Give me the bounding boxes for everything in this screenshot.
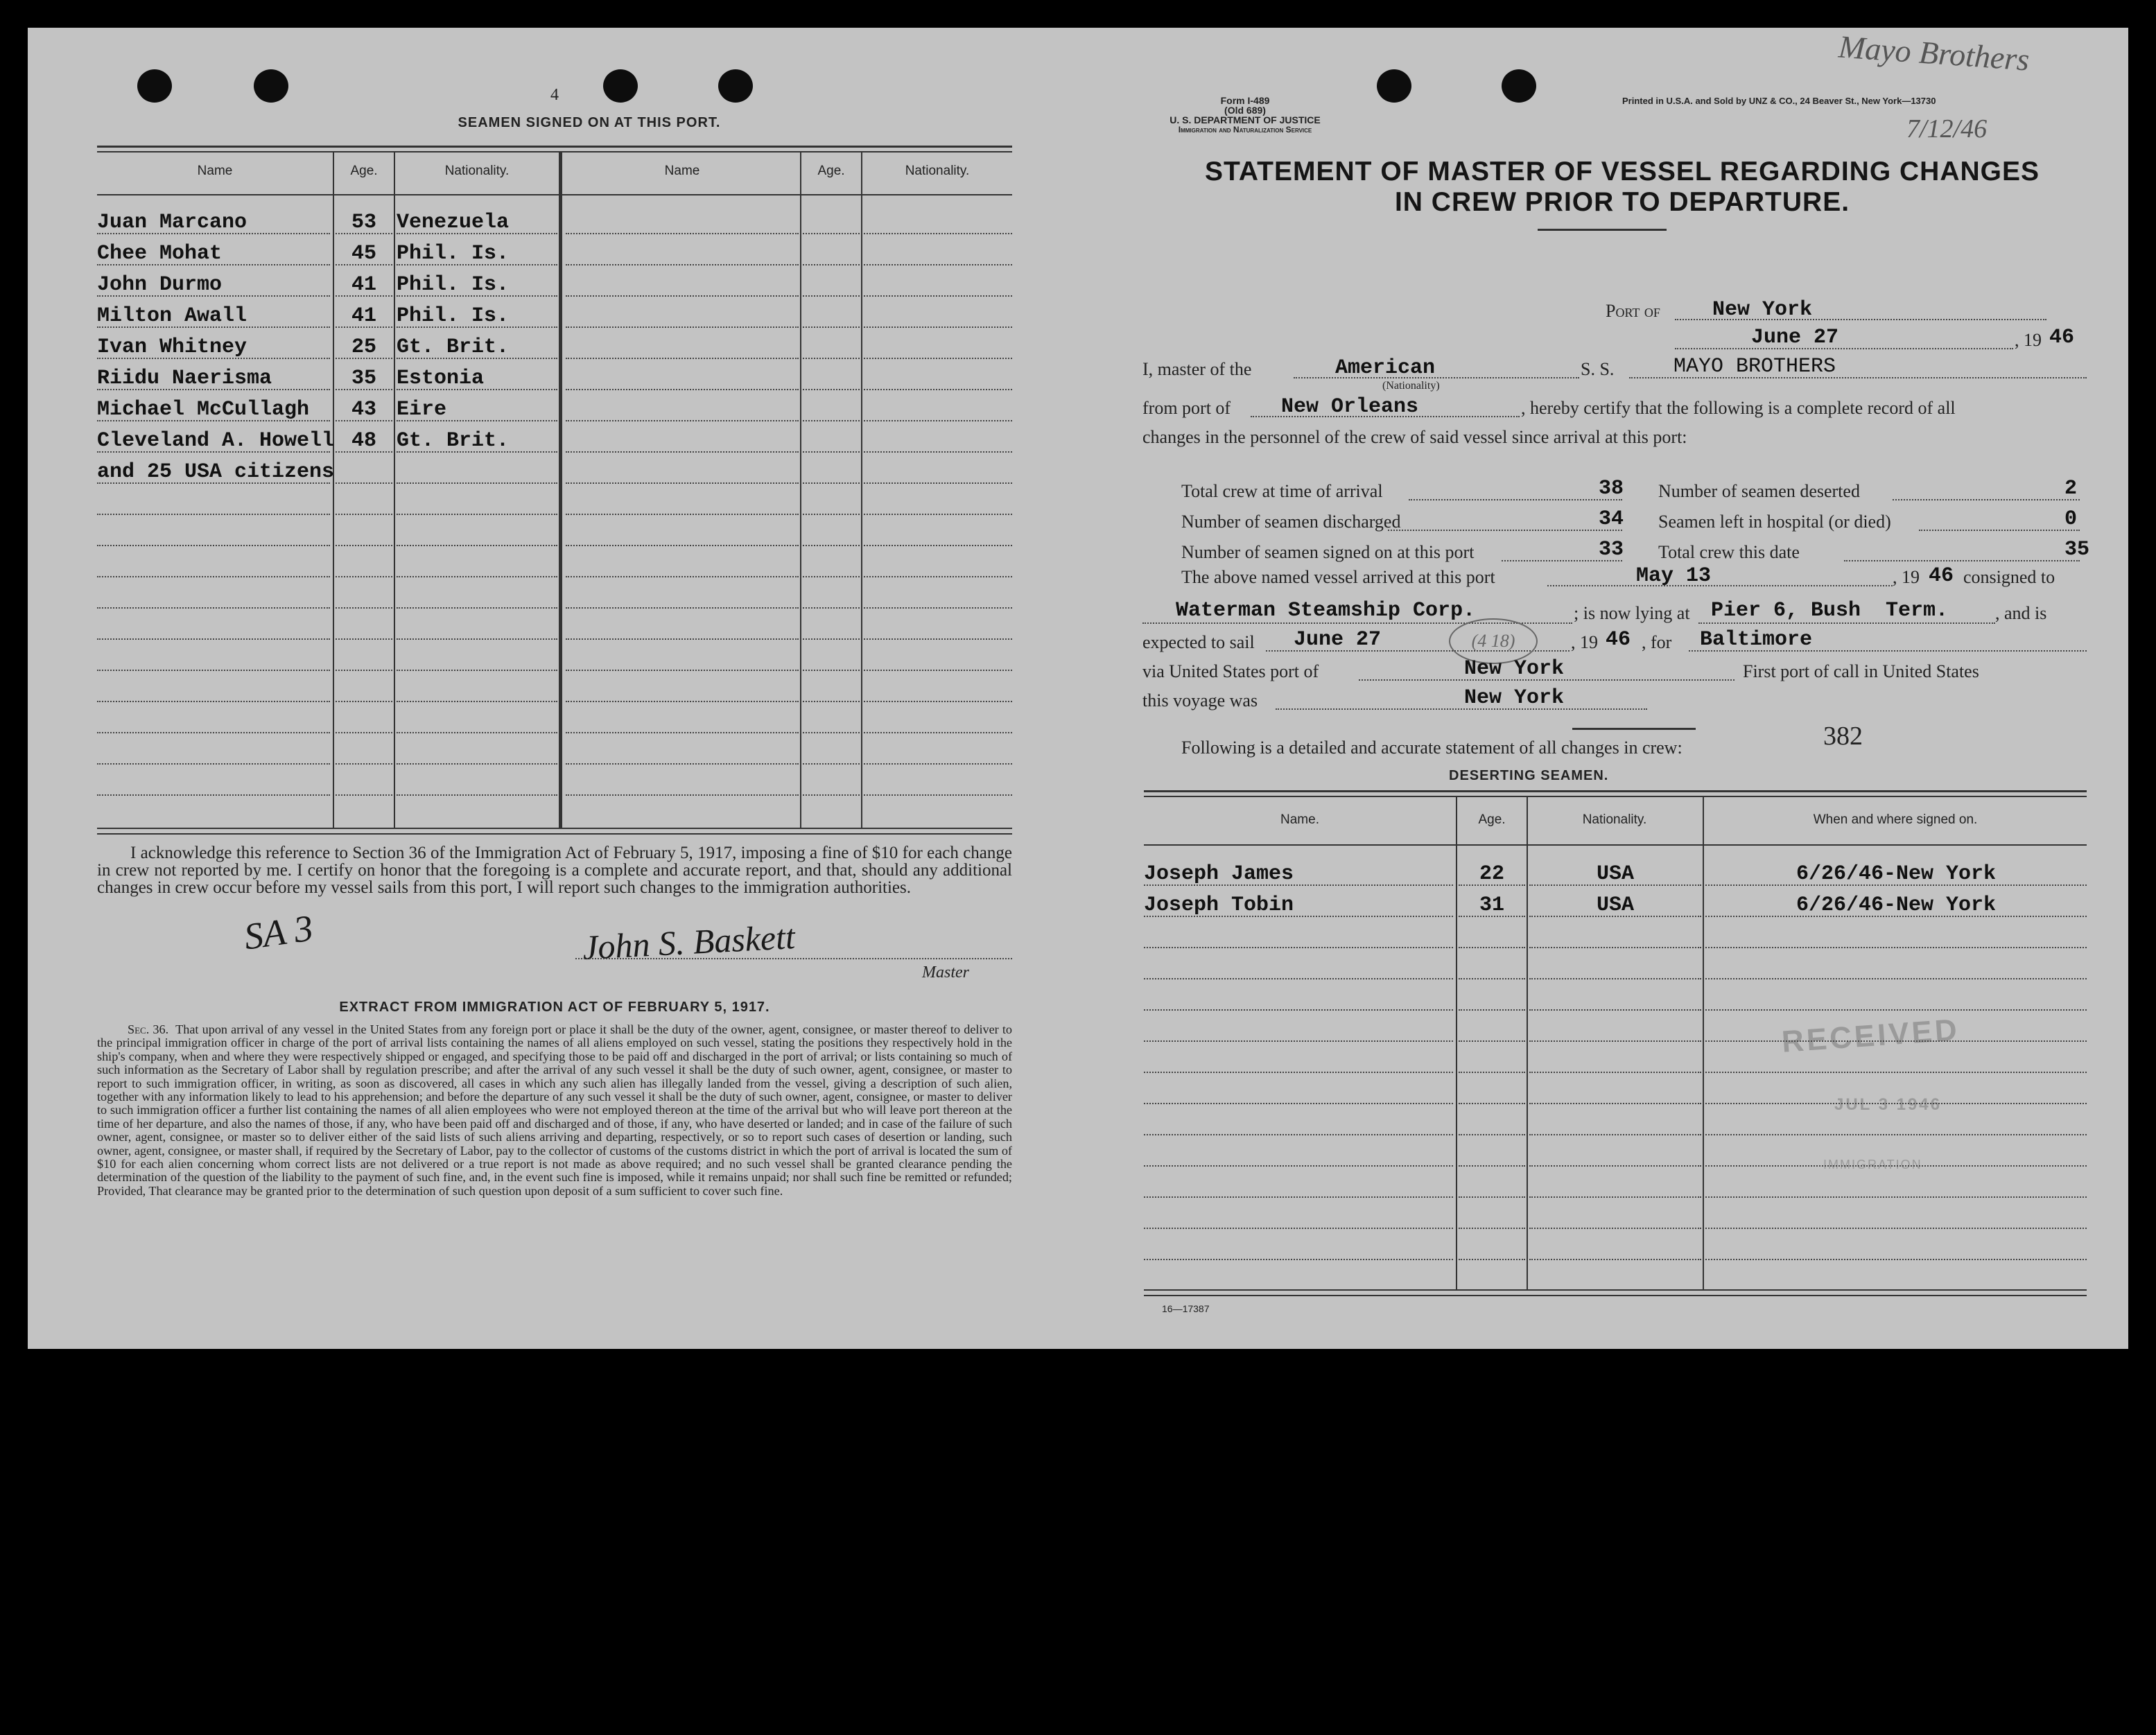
col-header-name-2: Name [664, 164, 700, 178]
row-fill-line [336, 670, 392, 671]
row-fill-line [566, 482, 799, 484]
row-fill-line [1459, 978, 1525, 979]
row-fill-line [1459, 947, 1525, 948]
vessel-name: MAYO BROTHERS [1673, 355, 1836, 378]
row-fill-line [566, 358, 799, 359]
row-fill-line [1144, 947, 1453, 948]
stat-value: 38 [1599, 477, 1624, 500]
deserter-nationality: USA [1596, 862, 1634, 886]
row-fill-line [1529, 1259, 1701, 1260]
row-fill-line [566, 763, 799, 765]
row-fill-line [864, 389, 1012, 390]
row-fill-line [336, 545, 392, 546]
divider-rule [1572, 728, 1696, 730]
row-fill-line [397, 482, 557, 484]
serial-number: 382 [1823, 722, 1863, 751]
row-fill-line [566, 233, 799, 234]
deserter-signed-on: 6/26/46-New York [1796, 893, 1997, 917]
signature-label: Master [922, 964, 969, 982]
stat-value: 0 [2064, 507, 2078, 531]
seaman-age: 53 [351, 211, 376, 234]
punch-hole [1377, 69, 1411, 103]
row-fill-line [566, 607, 799, 609]
row-fill-line [864, 763, 1012, 765]
seaman-nationality: Venezuela [397, 211, 510, 234]
nationality-caption: (Nationality) [1382, 380, 1440, 392]
row-fill-line [1459, 1009, 1525, 1011]
from-port-label: from port of [1142, 398, 1231, 418]
arrived-year: 46 [1929, 564, 1954, 588]
row-fill-line [1705, 1165, 2087, 1167]
row-fill-line [1529, 1165, 1701, 1167]
seaman-nationality: Gt. Brit. [397, 429, 510, 453]
desert-table-bottom-rule [1144, 1289, 2087, 1291]
row-fill-line [97, 732, 330, 733]
row-fill-line [1529, 1228, 1701, 1229]
voyage-label: this voyage was [1142, 690, 1258, 710]
row-fill-line [566, 264, 799, 265]
row-fill-line [1529, 1040, 1701, 1042]
via-label: via United States port of [1142, 661, 1319, 681]
voyage-value: New York [1464, 686, 1565, 710]
title-line-1: STATEMENT OF MASTER OF VESSEL REGARDING CHANGES [1204, 157, 2040, 186]
row-fill-line [864, 514, 1012, 515]
row-fill-line [864, 638, 1012, 640]
row-fill-line [397, 545, 557, 546]
ss-label: S. S. [1581, 359, 1615, 379]
desert-table-bottom-rule [1144, 1295, 2087, 1296]
row-fill-line [336, 763, 392, 765]
row-fill-line [1529, 947, 1701, 948]
date-line [1675, 348, 2013, 349]
col-header-name: Name [197, 164, 233, 178]
stat-label: Number of seamen discharged [1181, 512, 1401, 532]
row-fill-line [1705, 1196, 2087, 1198]
row-fill-line [1705, 1103, 2087, 1104]
desert-col-nationality: Nationality. [1582, 812, 1647, 827]
row-fill-line [397, 732, 557, 733]
deserter-age: 22 [1479, 862, 1504, 886]
row-fill-line [1144, 1196, 1453, 1198]
sail-year-prefix: , 19 [1571, 632, 1598, 652]
row-fill-line [566, 670, 799, 671]
row-fill-line [1144, 1103, 1453, 1104]
row-fill-line [1144, 1134, 1453, 1135]
stat-label: Number of seamen signed on at this port [1181, 542, 1475, 562]
row-fill-line [1144, 1228, 1453, 1229]
initials: SA 3 [241, 907, 316, 958]
column-divider [1527, 796, 1528, 1289]
destination: Baltimore [1700, 628, 1813, 652]
seaman-name: John Durmo [97, 273, 223, 297]
stat-line [1388, 530, 1622, 531]
department: U. S. DEPARTMENT OF JUSTICE [1170, 114, 1321, 125]
table-top-rule [97, 151, 1012, 152]
desert-table-top-rule [1144, 790, 2087, 792]
seaman-age: 35 [351, 367, 376, 390]
punch-hole [254, 69, 288, 103]
row-fill-line [1529, 1009, 1701, 1011]
row-fill-line [803, 233, 860, 234]
arrived-label: The above named vessel arrived at this port [1181, 567, 1495, 587]
seaman-nationality: Phil. Is. [397, 304, 510, 328]
stat-label: Number of seamen deserted [1658, 481, 1860, 501]
row-fill-line [1705, 978, 2087, 979]
seaman-nationality: Phil. Is. [397, 242, 510, 265]
row-fill-line [803, 701, 860, 702]
deserter-name: Joseph James [1144, 862, 1294, 886]
seaman-age: 41 [351, 304, 376, 328]
seaman-nationality: Estonia [397, 367, 485, 390]
row-fill-line [803, 545, 860, 546]
table-bottom-rule [97, 828, 1012, 829]
seaman-nationality: Eire [397, 398, 447, 421]
row-fill-line [397, 701, 557, 702]
table-header-rule [97, 194, 1012, 195]
row-fill-line [1459, 1228, 1525, 1229]
row-fill-line [864, 701, 1012, 702]
row-fill-line [97, 638, 330, 640]
extract-title: EXTRACT FROM IMMIGRATION ACT OF FEBRUARY 5, 1917. [339, 1000, 770, 1015]
row-fill-line [566, 701, 799, 702]
row-fill-line [566, 295, 799, 297]
extract-body: That upon arrival of any vessel in the United States from any foreign port or place it shall be the duty of the owner, agent, consignee, or master thereof to deliver to the principal immigration officer in charge of the port of arrival lists containing the names of all aliens employed on such vessel, stating the positions they respectively hold in the ship's company, when and where they were respectively shipped or engaged, and specifying those to be paid off and discharged in the port of arrival; or lists containing so much of such information as the Secretary of Labor shall by regulation prescribe; and after the arrival of any such vessel it shall be the duty of such owner, agent, consignee, or master to report to such immigration officer, in writing, as soon as discovered, all cases in which any such alien has illegally landed from the vessel, giving a description of such alien, together with any information likely to lead to his apprehension; and before the departure of any such vessel it shall be the duty of such owner, agent, consignee, or master to deliver to such immigration officer a further list containing the names of all alien employees who were not employed thereon at the time of the arrival but who will leave port thereon at the time of her departure, and also the names of those, if any, who have been paid off and discharged and of those, if any, who have deserted or landed; and in case of the failure of such owner, agent, consignee, or master so to deliver either of the said lists of such aliens arriving and departing, respectively, or so to report such cases of desertion or landing, such owner, agent, consignee, or master shall, if required by the Secretary of Labor, pay to the collector of customs of the customs district in which the port of arrival is located the sum of $10 for each alien concerning whom correct lists are not delivered or a true report is not made as above required; and no such vessel shall be granted clearance pending the determination of the question of the liability to the payment of such fine, and, in the event such fine is imposed, while it remains unpaid; nor shall such fine be remitted or refunded; Provided, That clearance may be granted prior to the determination of such question upon deposit of a sum sufficient to cover such fine. [97, 1022, 1013, 1198]
row-fill-line [864, 607, 1012, 609]
seaman-name: Ivan Whitney [97, 335, 247, 359]
row-fill-line [566, 732, 799, 733]
row-fill-line [864, 482, 1012, 484]
row-fill-line [864, 420, 1012, 421]
row-fill-line [566, 545, 799, 546]
row-fill-line [803, 451, 860, 453]
seaman-age: 25 [351, 335, 376, 359]
lying-label: ; is now lying at [1574, 603, 1690, 623]
stamp-date: JUL 3 1946 [1834, 1095, 1942, 1114]
deserter-nationality: USA [1596, 893, 1634, 917]
desert-table-header-rule [1144, 844, 2087, 846]
master-prefix: I, master of the [1142, 359, 1252, 379]
handwritten-note: Mayo Brothers [1837, 28, 2031, 78]
seaman-age: 45 [351, 242, 376, 265]
row-fill-line [864, 794, 1012, 796]
extract-label: Sec. 36. [128, 1022, 169, 1036]
arrived-date: May 13 [1636, 564, 1712, 588]
row-fill-line [1459, 1134, 1525, 1135]
seaman-name: Milton Awall [97, 304, 247, 328]
year-value: 46 [2049, 326, 2075, 349]
row-fill-line [864, 264, 1012, 265]
deserting-title: DESERTING SEAMEN. [1449, 768, 1609, 783]
sail-year: 46 [1606, 628, 1631, 652]
stat-value: 33 [1599, 538, 1624, 561]
row-fill-line [1459, 1165, 1525, 1167]
row-fill-line [864, 451, 1012, 453]
row-fill-line [803, 638, 860, 640]
consigned-label: consigned to [1963, 567, 2055, 587]
stat-value: 2 [2064, 477, 2078, 500]
column-divider [800, 151, 801, 828]
circled-mark: (4 18) [1449, 618, 1538, 664]
consignee: Waterman Steamship Corp. [1176, 599, 1476, 622]
for-label: , for [1642, 632, 1672, 652]
voyage-line [1276, 708, 1647, 710]
deserter-age: 31 [1479, 893, 1504, 917]
row-fill-line [336, 638, 392, 640]
row-fill-line [803, 420, 860, 421]
row-fill-line [97, 670, 330, 671]
certify-text: , hereby certify that the following is a complete record of all [1521, 398, 1956, 418]
row-fill-line [336, 482, 392, 484]
row-fill-line [1705, 1009, 2087, 1011]
row-fill-line [97, 763, 330, 765]
row-fill-line [864, 233, 1012, 234]
row-fill-line [1529, 1103, 1701, 1104]
row-fill-line [803, 670, 860, 671]
form-header [1113, 96, 1377, 134]
signature-line [575, 958, 1012, 959]
col-header-age-2: Age. [817, 164, 845, 178]
stat-line [1893, 499, 2080, 500]
row-fill-line [803, 264, 860, 265]
row-fill-line [1529, 978, 1701, 979]
row-fill-line [566, 451, 799, 453]
stat-label: Total crew this date [1658, 542, 1800, 562]
master-signature: John S. Baskett [581, 917, 797, 967]
stat-label: Seamen left in hospital (or died) [1658, 512, 1891, 532]
row-fill-line [1144, 1165, 1453, 1167]
row-fill-line [566, 514, 799, 515]
row-fill-line [803, 732, 860, 733]
stat-value: 35 [2064, 538, 2090, 561]
row-fill-line [336, 576, 392, 577]
expected-label: expected to sail [1142, 632, 1255, 652]
title-underline [1538, 229, 1667, 231]
row-fill-line [97, 794, 330, 796]
seaman-name: Chee Mohat [97, 242, 223, 265]
row-fill-line [397, 514, 557, 515]
row-fill-line [1459, 1040, 1525, 1042]
seaman-age: 41 [351, 273, 376, 297]
row-fill-line [1705, 1072, 2087, 1073]
deserter-signed-on: 6/26/46-New York [1796, 862, 1997, 886]
row-fill-line [566, 638, 799, 640]
lying-line [1698, 622, 1995, 624]
stat-line [1919, 530, 2080, 531]
lying-value: Pier 6, Bush Term. [1711, 599, 1949, 622]
seaman-name: Riidu Naerisma [97, 367, 272, 390]
col-header-nationality: Nationality. [444, 164, 510, 178]
col-header-age: Age. [350, 164, 378, 178]
row-fill-line [97, 545, 330, 546]
title-line-2: IN CREW PRIOR TO DEPARTURE. [1394, 187, 1850, 217]
port-label: Port of [1606, 301, 1660, 321]
deserter-name: Joseph Tobin [1144, 893, 1294, 917]
row-fill-line [864, 358, 1012, 359]
stat-line [1409, 499, 1622, 500]
desert-col-signed: When and where signed on. [1813, 812, 1978, 827]
column-divider [1456, 796, 1457, 1289]
row-fill-line [1705, 1259, 2087, 1260]
punch-hole [718, 69, 753, 103]
stat-value: 34 [1599, 507, 1624, 531]
row-fill-line [397, 638, 557, 640]
row-fill-line [1144, 1259, 1453, 1260]
seaman-age: 43 [351, 398, 376, 421]
seaman-age: 48 [351, 429, 376, 453]
seaman-name: Michael McCullagh [97, 398, 310, 421]
seaman-name: Juan Marcano [97, 211, 247, 234]
printer-note: Printed in U.S.A. and Sold by UNZ & CO., 24 Beaver St., New York—13730 [1622, 96, 1936, 106]
row-fill-line [397, 576, 557, 577]
footer-code: 16—17387 [1162, 1303, 1210, 1314]
desert-table-top-rule [1144, 796, 2087, 797]
seaman-name: Cleveland A. Howell [97, 429, 335, 453]
service: Immigration and Naturalization Service [1178, 125, 1312, 134]
row-fill-line [803, 482, 860, 484]
row-fill-line [1144, 1072, 1453, 1073]
punch-hole [137, 69, 172, 103]
row-fill-line [864, 545, 1012, 546]
column-divider [861, 151, 862, 828]
row-fill-line [864, 576, 1012, 577]
row-fill-line [864, 732, 1012, 733]
row-fill-line [1705, 947, 2087, 948]
seaman-nationality: Gt. Brit. [397, 335, 510, 359]
row-fill-line [566, 794, 799, 796]
table-bottom-rule [97, 833, 1012, 835]
row-fill-line [1529, 1196, 1701, 1198]
row-fill-line [397, 763, 557, 765]
and-is-label: , and is [1995, 603, 2047, 623]
row-fill-line [1705, 1134, 2087, 1135]
table-top-rule [97, 146, 1012, 148]
row-fill-line [97, 514, 330, 515]
row-fill-line [336, 607, 392, 609]
first-port-label: First port of call in United States [1743, 661, 1979, 681]
row-fill-line [1144, 1040, 1453, 1042]
form-title [1137, 157, 2107, 218]
row-fill-line [1144, 1009, 1453, 1011]
row-fill-line [566, 420, 799, 421]
row-fill-line [803, 514, 860, 515]
acknowledgement-text: I acknowledge this reference to Section 36 of the Immigration Act of February 5, 1917, imposing a fine of $10 for each change in crew not reported by me. I certify on honor that the foregoing is a complete and accurate report, and that, should any additional changes in crew occur before my vessel sails from this port, I will report such changes to the immigration authorities. [97, 844, 1012, 897]
row-fill-line [803, 358, 860, 359]
punch-hole [603, 69, 638, 103]
year-prefix: , 19 [2015, 330, 2042, 350]
row-fill-line [1459, 1196, 1525, 1198]
form-old: (Old 689) [1224, 105, 1266, 116]
row-fill-line [336, 514, 392, 515]
row-fill-line [1144, 978, 1453, 979]
arrived-year-prefix: , 19 [1893, 567, 1920, 587]
via-value: New York [1464, 657, 1565, 681]
handwritten-date: 7/12/46 [1906, 114, 1988, 143]
arrived-line [1547, 585, 1893, 586]
row-fill-line [864, 670, 1012, 671]
received-stamp: RECEIVED [1780, 1013, 1961, 1059]
row-fill-line [803, 295, 860, 297]
seaman-name: and 25 USA citizens [97, 460, 335, 484]
following-text: Following is a detailed and accurate statement of all changes in crew: [1181, 738, 1683, 758]
row-fill-line [97, 607, 330, 609]
row-fill-line [803, 607, 860, 609]
row-fill-line [336, 732, 392, 733]
punch-hole [1502, 69, 1536, 103]
port-value: New York [1712, 298, 1813, 322]
stat-label: Total crew at time of arrival [1181, 481, 1383, 501]
from-port-value: New Orleans [1281, 395, 1419, 419]
row-fill-line [97, 701, 330, 702]
column-divider [1703, 796, 1704, 1289]
row-fill-line [1705, 1040, 2087, 1042]
seaman-nationality: Phil. Is. [397, 273, 510, 297]
desert-col-name: Name. [1280, 812, 1319, 827]
sail-date: June 27 [1294, 628, 1382, 652]
row-fill-line [397, 794, 557, 796]
row-fill-line [1705, 1228, 2087, 1229]
row-fill-line [803, 763, 860, 765]
extract-text [97, 1023, 1012, 1198]
row-fill-line [864, 295, 1012, 297]
row-fill-line [397, 607, 557, 609]
date-value: June 27 [1751, 326, 1839, 349]
row-fill-line [803, 794, 860, 796]
row-fill-line [1459, 1259, 1525, 1260]
stat-line [1844, 560, 2080, 561]
section-title: SEAMEN SIGNED ON AT THIS PORT. [458, 115, 721, 130]
row-fill-line [803, 576, 860, 577]
row-fill-line [566, 576, 799, 577]
row-fill-line [803, 326, 860, 328]
col-header-nationality-2: Nationality. [905, 164, 970, 178]
row-fill-line [97, 576, 330, 577]
document-scan [28, 28, 2128, 1349]
row-fill-line [1529, 1072, 1701, 1073]
row-fill-line [803, 389, 860, 390]
row-fill-line [1529, 1134, 1701, 1135]
nationality-value: American [1335, 356, 1436, 380]
certify-text-2: changes in the personnel of the crew of said vessel since arrival at this port: [1142, 427, 1687, 447]
row-fill-line [336, 794, 392, 796]
row-fill-line [1459, 1103, 1525, 1104]
row-fill-line [566, 389, 799, 390]
row-fill-line [336, 701, 392, 702]
row-fill-line [566, 326, 799, 328]
row-fill-line [1459, 1072, 1525, 1073]
form-number: Form I-489 [1220, 95, 1270, 106]
page-number: 4 [550, 86, 559, 104]
stamp-sub: IMMIGRATION [1823, 1158, 1922, 1171]
row-fill-line [864, 326, 1012, 328]
row-fill-line [397, 670, 557, 671]
desert-col-age: Age. [1478, 812, 1506, 827]
